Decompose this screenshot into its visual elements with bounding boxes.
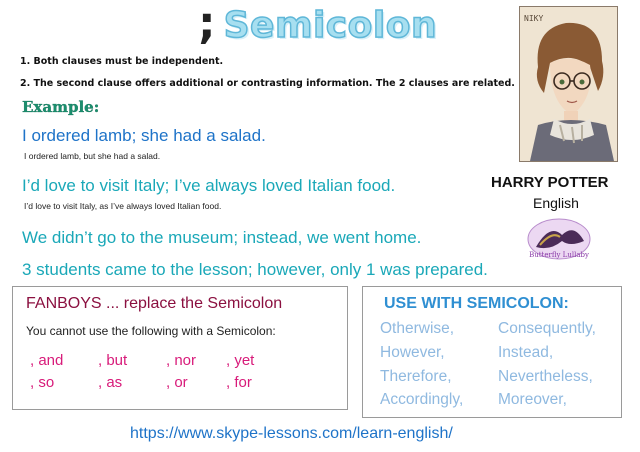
example-heading: Example: (22, 98, 100, 116)
footer-url[interactable]: https://www.skype-lessons.com/learn-english/ (130, 425, 453, 442)
rule-2: 2. The second clause offers additional or contrasting information. The 2 clauses are related. (20, 78, 515, 89)
example-3-sentence: We didn’t go to the museum; instead, we went home. (22, 228, 422, 247)
title-area (198, 0, 438, 49)
word-however: However, (380, 344, 445, 361)
word-accordingly: Accordingly, (380, 391, 464, 408)
fanboys-note: You cannot use the following with a Semicolon: (26, 324, 276, 338)
butterfly-lullaby-badge (526, 217, 592, 261)
fanboys-yet: , yet (226, 352, 255, 369)
fanboys-and: , and (30, 352, 64, 369)
word-therefore: Therefore, (380, 368, 452, 385)
example-4-sentence: 3 students came to the lesson; however, only 1 was prepared. (22, 260, 488, 279)
example-1-sentence: I ordered lamb; she had a salad. (22, 126, 266, 145)
fanboys-as: , as (98, 374, 123, 391)
page-title: Semicolon (223, 5, 438, 46)
word-consequently: Consequently, (498, 320, 596, 337)
example-2-alternative: I’d love to visit Italy, as I’ve always loved Italian food. (24, 201, 222, 211)
word-nevertheless: Nevertheless, (498, 368, 593, 385)
use-with-semicolon-heading: USE WITH SEMICOLON: (384, 295, 569, 312)
butterfly-icon (526, 217, 592, 261)
semicolon-glyph: ; (198, 0, 216, 49)
portrait-drawing (520, 7, 617, 161)
example-1-alternative: I ordered lamb, but she had a salad. (24, 151, 161, 161)
word-instead: Instead, (498, 344, 554, 361)
fanboys-but: , but (98, 352, 128, 369)
fanboys-for: , for (226, 374, 252, 391)
rule-1: 1. Both clauses must be independent. (20, 56, 224, 67)
side-title: HARRY POTTER (491, 174, 609, 191)
side-subtitle: English (533, 195, 579, 211)
fanboys-so: , so (30, 374, 55, 391)
fanboys-heading: FANBOYS ... replace the Semicolon (26, 295, 283, 312)
example-2-sentence: I’d love to visit Italy; I’ve always loved Italian food. (22, 176, 396, 195)
fanboys-or: , or (166, 374, 188, 391)
badge-text: Butterfly Lullaby (529, 251, 589, 259)
word-moreover: Moreover, (498, 391, 567, 408)
word-otherwise: Otherwise, (380, 320, 455, 337)
portrait-signature: NIKY (524, 14, 544, 23)
fanboys-nor: , nor (166, 352, 197, 369)
harry-potter-portrait (519, 6, 618, 162)
